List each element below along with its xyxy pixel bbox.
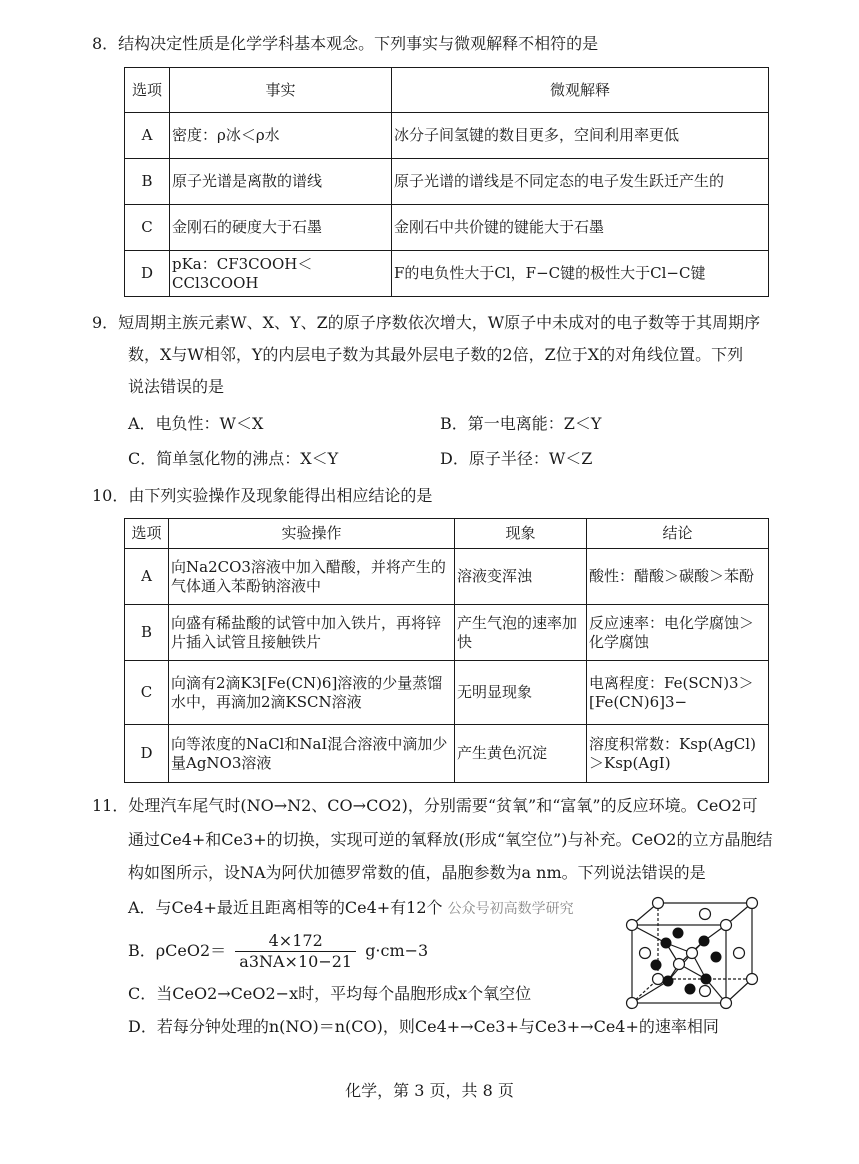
q8-row-b-explain: 原子光谱的谱线是不同定态的电子发生跃迁产生的: [392, 159, 769, 205]
q11-option-c: C．当CeO2→CeO2−x时，平均每个晶胞形成x个氧空位: [128, 984, 532, 1003]
q11-stem-line3: 构如图所示，设NA为阿伏加德罗常数的值，晶胞参数为a nm。下列说法错误的是: [128, 863, 706, 882]
q10-row-c-conclusion: 电离程度：Fe(SCN)3＞[Fe(CN)6]3−: [587, 661, 769, 725]
q10-header-option: 选项: [125, 519, 169, 549]
q10-row-d-operation: 向等浓度的NaCl和NaI混合溶液中滴加少量AgNO3溶液: [169, 725, 455, 783]
q10-row-b-phenomenon: 产生气泡的速率加快: [455, 605, 587, 661]
q9-stem-line3: 说法错误的是: [128, 377, 225, 396]
q11-option-d: D．若每分钟处理的n(NO)＝n(CO)，则Ce4+→Ce3+与Ce3+→Ce4+的速率相同: [128, 1017, 719, 1036]
fraction-numerator: 4×172: [235, 931, 356, 952]
table-row: [125, 549, 769, 605]
q11-option-b-prefix: B．ρCeO2＝: [128, 941, 227, 960]
q9-stem-line1: 9．短周期主族元素W、X、Y、Z的原子序数依次增大，W原子中未成对的电子数等于其周期序: [92, 313, 761, 332]
q9-option-d: D．原子半径：W＜Z: [440, 449, 593, 468]
table-row: [125, 725, 769, 783]
watermark: 公众号初高数学研究: [447, 901, 574, 917]
q10-row-c-option: C: [125, 661, 169, 725]
q8-row-b-option: B: [125, 159, 170, 205]
q8-header-option: 选项: [125, 68, 170, 113]
page-footer: 化学，第 3 页，共 8 页: [345, 1081, 514, 1100]
q10-row-a-operation: 向Na2CO3溶液中加入醋酸，并将产生的气体通入苯酚钠溶液中: [169, 549, 455, 605]
q8-row-c-explain: 金刚石中共价键的键能大于石墨: [392, 205, 769, 251]
q9-option-c: C．简单氢化物的沸点：X＜Y: [128, 449, 339, 468]
q8-row-a-option: A: [125, 113, 170, 159]
q10-table: [124, 518, 769, 783]
q8-header-explain: 微观解释: [392, 68, 769, 113]
q10-row-b-option: B: [125, 605, 169, 661]
table-row: [125, 605, 769, 661]
q8-row-d-explain: F的电负性大于Cl，F−C键的极性大于Cl−C键: [392, 251, 769, 297]
q8-row-c-fact: 金刚石的硬度大于石墨: [170, 205, 392, 251]
q8-row-c-option: C: [125, 205, 170, 251]
q8-row-b-fact: 原子光谱是离散的谱线: [170, 159, 392, 205]
q8-header-fact: 事实: [170, 68, 392, 113]
q11-option-a: [128, 897, 574, 920]
q10-row-a-phenomenon: 溶液变浑浊: [455, 549, 587, 605]
q10-row-d-conclusion: 溶度积常数：Ksp(AgCl)＞Ksp(AgI): [587, 725, 769, 783]
q10-row-d-phenomenon: 产生黄色沉淀: [455, 725, 587, 783]
q8-row-d-option: D: [125, 251, 170, 297]
q8-stem: 8．结构决定性质是化学学科基本观念。下列事实与微观解释不相符的是: [92, 34, 599, 53]
density-unit: g·cm−3: [365, 941, 429, 960]
q11-stem-line1: 11．处理汽车尾气时(NO→N2、CO→CO2)，分别需要“贫氧”和“富氧”的反应环境。CeO2可: [92, 796, 758, 815]
q10-row-d-option: D: [125, 725, 169, 783]
table-row: [125, 661, 769, 725]
q11-stem-line2: 通过Ce4+和Ce3+的切换，实现可逆的氧释放(形成“氧空位”)与补充。CeO2的立方晶胞结: [128, 830, 773, 849]
q10-row-c-operation: 向滴有2滴K3[Fe(CN)6]溶液的少量蒸馏水中，再滴加2滴KSCN溶液: [169, 661, 455, 725]
density-fraction: [235, 931, 356, 972]
q9-stem-line2: 数，X与W相邻，Y的内层电子数为其最外层电子数的2倍，Z位于X的对角线位置。下列: [128, 345, 744, 364]
q11-option-b: [128, 928, 428, 974]
q10-row-b-operation: 向盛有稀盐酸的试管中加入铁片，再将锌片插入试管且接触铁片: [169, 605, 455, 661]
table-row: [125, 205, 769, 251]
q10-header-phenomenon: 现象: [455, 519, 587, 549]
q10-row-b-conclusion: 反应速率：电化学腐蚀＞化学腐蚀: [587, 605, 769, 661]
q10-row-c-phenomenon: 无明显现象: [455, 661, 587, 725]
fraction-denominator: a3NA×10−21: [239, 952, 353, 971]
q9-option-b: B．第一电离能：Z＜Y: [440, 414, 602, 433]
q8-row-d-fact: pKa：CF3COOH＜CCl3COOH: [170, 251, 392, 297]
q9-option-a: A．电负性：W＜X: [128, 414, 264, 433]
q10-row-a-option: A: [125, 549, 169, 605]
table-row: [125, 113, 769, 159]
q10-row-a-conclusion: 酸性：醋酸＞碳酸＞苯酚: [587, 549, 769, 605]
q10-stem: 10．由下列实验操作及现象能得出相应结论的是: [92, 486, 433, 505]
table-row: [125, 251, 769, 297]
q10-header-conclusion: 结论: [587, 519, 769, 549]
q11-option-a-text: A．与Ce4+最近且距离相等的Ce4+有12个: [128, 898, 443, 917]
ceo2-unit-cell-figure: [620, 895, 770, 1015]
q8-row-a-fact: 密度：ρ冰＜ρ水: [170, 113, 392, 159]
table-row: [125, 159, 769, 205]
q8-table: [124, 67, 769, 297]
q8-row-a-explain: 冰分子间氢键的数目更多，空间利用率更低: [392, 113, 769, 159]
q10-header-operation: 实验操作: [169, 519, 455, 549]
